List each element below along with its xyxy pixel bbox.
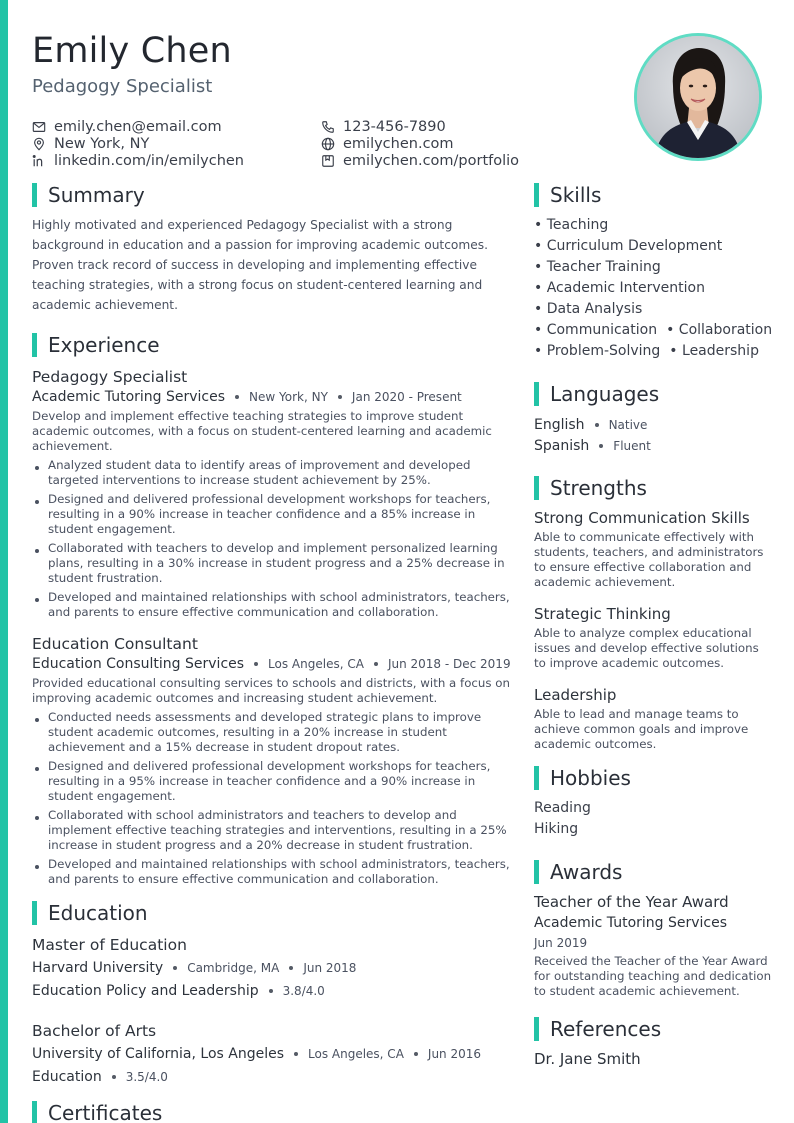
education-field-line <box>32 980 512 1001</box>
contact-email[interactable] <box>32 118 222 135</box>
section-title <box>534 183 774 207</box>
contact-phone[interactable] <box>321 118 446 135</box>
graduation-date: Jun 2016 <box>427 1046 482 1061</box>
separator-dot <box>269 989 273 993</box>
strength-item <box>534 685 774 752</box>
phone-text: 123-456-7890 <box>343 118 446 135</box>
candidate-name: Emily Chen <box>32 31 232 71</box>
languages-heading: Languages <box>550 382 660 406</box>
section-accent <box>534 860 539 884</box>
separator-dot <box>112 1075 116 1079</box>
section-title <box>534 382 774 406</box>
skill-row <box>534 278 774 299</box>
job-dates: Jun 2018 - Dec 2019 <box>387 657 511 671</box>
references-section <box>534 1017 774 1069</box>
education-section <box>32 901 512 1087</box>
section-accent <box>32 901 37 925</box>
separator-dot <box>414 1052 418 1056</box>
skill-item: • Curriculum Development <box>534 236 722 257</box>
education-school-line <box>32 957 512 978</box>
certificates-section <box>32 1101 512 1123</box>
email-text: emily.chen@email.com <box>54 118 222 135</box>
contact-portfolio[interactable] <box>321 152 519 169</box>
summary-section <box>32 183 512 315</box>
section-accent <box>534 382 539 406</box>
skill-item: • Collaboration <box>666 320 772 341</box>
strengths-section <box>534 476 774 752</box>
separator-dot <box>254 662 258 666</box>
languages-section <box>534 382 774 456</box>
list-item: Collaborated with school administrators and teachers to develop and implement effective teaching strategies and interventions, resulting in a 25% increase in student progress and a 20% decrease in student frustration. <box>32 808 512 853</box>
awards-section <box>534 860 774 999</box>
contact-info <box>32 118 592 174</box>
linkedin-icon <box>32 154 46 168</box>
job-description: Develop and implement effective teaching strategies to improve student academic outcomes, with a focus on student-centered learning and academic achievement. <box>32 409 492 453</box>
contact-location <box>32 135 149 152</box>
contact-website[interactable] <box>321 135 454 152</box>
section-title <box>32 1101 512 1123</box>
degree-title: Bachelor of Arts <box>32 1022 157 1040</box>
skill-row <box>534 236 774 257</box>
experience-section <box>32 333 512 887</box>
list-item: Developed and maintained relationships with school administrators, teachers, and parents to ensure effective communication and collaboration. <box>32 857 512 887</box>
summary-heading: Summary <box>48 183 145 207</box>
strengths-heading: Strengths <box>550 476 647 500</box>
separator-dot <box>374 662 378 666</box>
left-column <box>32 183 512 1123</box>
skill-item: • Problem-Solving <box>534 341 660 362</box>
job-title: Pedagogy Specialist <box>32 368 188 386</box>
separator-dot <box>235 395 239 399</box>
job-company: Academic Tutoring Services <box>32 389 226 405</box>
section-title <box>534 1017 774 1041</box>
job-title: Education Consultant <box>32 635 198 653</box>
job-bullets <box>32 458 512 620</box>
list-item: Collaborated with teachers to develop and implement personalized learning plans, resulting in a 30% increase in student progress and a 25% decrease in student frustration. <box>32 541 512 586</box>
skills-section <box>534 183 774 362</box>
portfolio-icon <box>321 154 335 168</box>
list-item: Developed and maintained relationships with school administrators, teachers, and parents to ensure effective communication and collaboration. <box>32 590 512 620</box>
list-item: Designed and delivered professional development workshops for teachers, resulting in a 95% increase in teacher confidence and a 90% increase in student engagement. <box>32 759 512 804</box>
section-accent <box>534 183 539 207</box>
language-name: Spanish <box>534 437 590 454</box>
portfolio-text: emilychen.com/portfolio <box>343 152 520 169</box>
section-title <box>32 901 512 925</box>
award-organization: Academic Tutoring Services <box>534 915 728 931</box>
education-field-line <box>32 1066 512 1087</box>
linkedin-text: linkedin.com/in/emilychen <box>54 152 244 169</box>
section-accent <box>32 1101 37 1123</box>
strength-title: Strong Communication Skills <box>534 509 750 527</box>
language-level: Fluent <box>613 438 651 453</box>
section-title <box>534 860 774 884</box>
job-entry <box>32 634 512 887</box>
resume-header <box>32 30 592 174</box>
job-location: Los Angeles, CA <box>268 657 364 671</box>
strength-item <box>534 508 774 590</box>
contact-linkedin[interactable] <box>32 152 244 169</box>
globe-icon <box>321 137 335 151</box>
separator-dot <box>595 423 599 427</box>
education-entry <box>32 935 512 1001</box>
portrait-image <box>637 36 759 158</box>
award-description: Received the Teacher of the Year Award for outstanding teaching and dedication to student academic achievement. <box>534 954 772 998</box>
hobby-item: Hiking <box>534 821 579 837</box>
section-title <box>32 333 512 357</box>
location-pin-icon <box>32 137 46 151</box>
job-bullets <box>32 710 512 887</box>
separator-dot <box>599 444 603 448</box>
language-item <box>534 414 774 435</box>
skill-item: • Teacher Training <box>534 257 661 278</box>
language-name: English <box>534 416 585 433</box>
job-company: Education Consulting Services <box>32 656 245 672</box>
skill-item: • Teaching <box>534 215 608 236</box>
section-accent <box>32 333 37 357</box>
graduation-date: Jun 2018 <box>303 960 357 975</box>
school-location: Los Angeles, CA <box>308 1046 404 1061</box>
school-name: Harvard University <box>32 959 164 976</box>
skill-row <box>534 320 774 341</box>
degree-title: Master of Education <box>32 936 187 954</box>
job-meta <box>32 656 512 672</box>
separator-dot <box>294 1052 298 1056</box>
school-location: Cambridge, MA <box>187 960 280 975</box>
skill-item: • Communication <box>534 320 657 341</box>
strength-title: Leadership <box>534 686 617 704</box>
reference-name: Dr. Jane Smith <box>534 1050 641 1068</box>
education-heading: Education <box>48 901 148 925</box>
website-text: emilychen.com <box>343 135 454 152</box>
accent-bar <box>0 0 8 1123</box>
hobbies-section <box>534 766 774 840</box>
certificates-heading: Certificates <box>48 1101 163 1123</box>
strength-description: Able to analyze complex educational issues and develop effective solutions to improve academic outcomes. <box>534 626 759 670</box>
strength-description: Able to lead and manage teams to achieve common goals and improve academic outcomes. <box>534 707 749 751</box>
awards-heading: Awards <box>550 860 623 884</box>
language-level: Native <box>608 417 648 432</box>
skill-item: • Academic Intervention <box>534 278 705 299</box>
field-of-study: Education <box>32 1068 102 1085</box>
section-accent <box>534 766 539 790</box>
location-text: New York, NY <box>54 135 150 152</box>
skills-list <box>534 215 774 362</box>
field-of-study: Education Policy and Leadership <box>32 982 259 999</box>
references-heading: References <box>550 1017 662 1041</box>
separator-dot <box>338 395 342 399</box>
list-item: Conducted needs assessments and developed strategic plans to improve student academic outcomes, resulting in a 20% increase in student achievement and a 15% decrease in student dropout rates. <box>32 710 512 755</box>
job-location: New York, NY <box>249 390 328 404</box>
section-title <box>534 766 774 790</box>
job-dates: Jan 2020 - Present <box>351 390 462 404</box>
job-entry <box>32 367 512 620</box>
hobbies-heading: Hobbies <box>550 766 631 790</box>
job-meta <box>32 389 512 405</box>
phone-icon <box>321 120 335 134</box>
skill-row <box>534 257 774 278</box>
skill-row <box>534 215 774 236</box>
language-item <box>534 435 774 456</box>
gpa: 3.8/4.0 <box>282 983 325 998</box>
section-title <box>534 476 774 500</box>
strength-description: Able to communicate effectively with students, teachers, and administrators to ensure effective collaboration and academic achievement. <box>534 530 764 589</box>
award-date: Jun 2019 <box>534 936 588 950</box>
strength-item <box>534 604 774 671</box>
skills-heading: Skills <box>550 183 602 207</box>
school-name: University of California, Los Angeles <box>32 1045 285 1062</box>
mail-icon <box>32 120 46 134</box>
experience-heading: Experience <box>48 333 160 357</box>
section-accent <box>32 183 37 207</box>
job-description: Provided educational consulting services to schools and districts, with a focus on improving academic outcomes and increasing student achievement. <box>32 676 510 705</box>
education-entry <box>32 1021 512 1087</box>
strength-title: Strategic Thinking <box>534 605 671 623</box>
hobby-item: Reading <box>534 800 591 816</box>
list-item: Designed and delivered professional development workshops for teachers, resulting in a 90% increase in teacher confidence and a 85% increase in student engagement. <box>32 492 512 537</box>
separator-dot <box>289 966 293 970</box>
list-item: Analyzed student data to identify areas of improvement and developed targeted interventions to increase student achievement by 25%. <box>32 458 512 488</box>
skill-item: • Leadership <box>669 341 759 362</box>
candidate-role: Pedagogy Specialist <box>32 76 213 97</box>
summary-text: Highly motivated and experienced Pedagogy Specialist with a strong background in education and a passion for improving academic outcomes. Proven track record of success in developing and implementing effective teaching strategies, with a strong focus on student-centered learning and academic achievement. <box>32 218 488 312</box>
education-school-line <box>32 1043 512 1064</box>
separator-dot <box>173 966 177 970</box>
section-accent <box>534 476 539 500</box>
skill-item: • Data Analysis <box>534 299 642 320</box>
section-title <box>32 183 512 207</box>
gpa: 3.5/4.0 <box>125 1069 168 1084</box>
right-column <box>534 183 774 1087</box>
profile-photo <box>634 33 762 161</box>
skill-row <box>534 341 774 362</box>
section-accent <box>534 1017 539 1041</box>
award-title: Teacher of the Year Award <box>534 893 729 911</box>
skill-row <box>534 299 774 320</box>
